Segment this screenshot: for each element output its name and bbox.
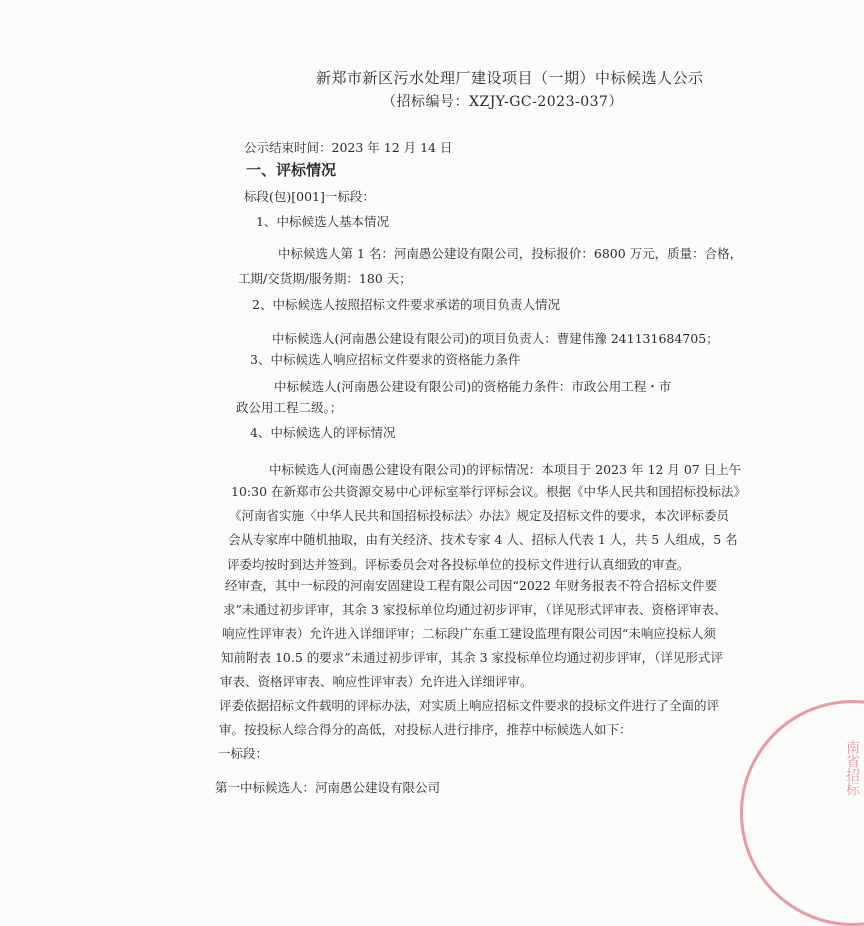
document-title: 新郑市新区污水处理厂建设项目（一期）中标候选人公示 bbox=[316, 69, 704, 87]
item3-title: 3、中标候选人响应招标文件要求的资格能力条件 bbox=[250, 352, 521, 367]
evaluation-paragraph-line: 中标候选人(河南愚公建设有限公司)的评标情况：本项目于 2023 年 12 月 07 日上午 bbox=[269, 462, 742, 477]
item2-line: 中标候选人(河南愚公建设有限公司)的项目负责人：曹建伟豫 241131684705； bbox=[272, 331, 719, 346]
item3-line: 政公用工程二级。； bbox=[236, 400, 343, 415]
evaluation-paragraph-line: 评委依据招标文件载明的评标办法，对实质上响应招标文件要求的投标文件进行了全面的评 bbox=[219, 698, 720, 713]
item1-title: 1、中标候选人基本情况 bbox=[256, 214, 389, 229]
evaluation-paragraph-line: 10:30 在新郑市公共资源交易中心评标室举行评标会议。根据《中华人民共和国招标投标法》 bbox=[231, 484, 746, 499]
evaluation-paragraph-line: 审表、资格评审表、响应性评审表）允许进入详细评审。 bbox=[220, 674, 533, 689]
evaluation-paragraph-line: 审。按投标人综合得分的高低，对投标人进行排序，推荐中标候选人如下： bbox=[219, 722, 632, 737]
item3-line: 中标候选人(河南愚公建设有限公司)的资格能力条件：市政公用工程・市 bbox=[274, 379, 672, 394]
first-candidate: 第一中标候选人：河南愚公建设有限公司 bbox=[215, 780, 441, 795]
evaluation-paragraph-line: 知前附表 10.5 的要求”未通过初步评审，其余 3 家投标单位均通过初步评审，（详见形式评 bbox=[221, 650, 723, 665]
lot-label: 标段(包)[001]一标段： bbox=[244, 189, 375, 204]
evaluation-paragraph-line: 响应性评审表）允许进入详细评审；二标段广东重工建设监理有限公司因“未响应投标人须 bbox=[222, 626, 716, 641]
evaluation-paragraph-line: 经审查，其中一标段的河南安固建设工程有限公司因“2022 年财务报表不符合招标文件要 bbox=[225, 578, 718, 593]
evaluation-paragraph-line: 评委均按时到达并签到。评标委员会对各投标单位的投标文件进行认真细致的审查。 bbox=[227, 557, 690, 572]
evaluation-paragraph-line: 《河南省实施〈中华人民共和国招标投标法〉办法》规定及招标文件的要求，本次评标委员 bbox=[229, 508, 730, 523]
item2-title: 2、中标候选人按照招标文件要求承诺的项目负责人情况 bbox=[252, 297, 560, 312]
evaluation-paragraph-line: 求”未通过初步评审，其余 3 家投标单位均通过初步评审，（详见形式评审表、资格评审表、 bbox=[223, 602, 727, 617]
notice-end-date: 公示结束时间：2023 年 12 月 14 日 bbox=[244, 140, 453, 155]
section-heading-evaluation: 一、评标情况 bbox=[246, 161, 337, 179]
item1-line: 中标候选人第 1 名：河南愚公建设有限公司，投标报价：6800 万元，质量：合格， bbox=[278, 246, 743, 261]
item1-line: 工期/交货期/服务期：180 天； bbox=[238, 271, 412, 286]
lot-one-label: 一标段： bbox=[218, 746, 269, 761]
item4-title: 4、中标候选人的评标情况 bbox=[250, 425, 396, 440]
evaluation-paragraph-line: 会从专家库中随机抽取，由有关经济、技术专家 4 人、招标人代表 1 人，共 5 人组成，5 名 bbox=[228, 532, 738, 547]
seal-text: 南省招标 bbox=[844, 740, 860, 796]
bid-number: （招标编号：XZJY-GC-2023-037） bbox=[382, 94, 623, 110]
